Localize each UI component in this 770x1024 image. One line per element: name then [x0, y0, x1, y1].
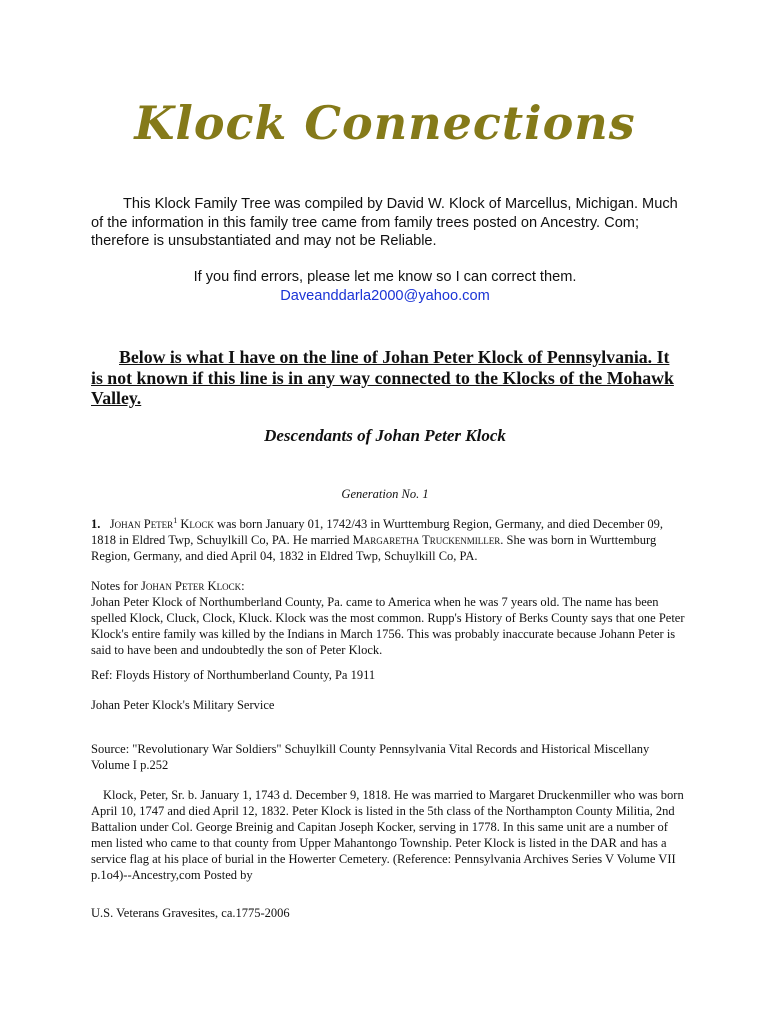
descendants-title: Descendants of Johan Peter Klock — [264, 426, 506, 445]
entry-text-b: . She was born in Wurttemburg Region, Germany, and died April 04, 1832 in Eldred Twp, Schuylkill Co, PA. — [91, 533, 657, 563]
reference-line: Ref: Floyds History of Northumberland County, Pa 1911 — [91, 668, 376, 682]
intro-paragraph — [91, 195, 683, 251]
entry-number: 1. — [91, 517, 101, 531]
lineage-heading — [91, 347, 681, 409]
contact-email-link[interactable]: Daveanddarla2000@yahoo.com — [280, 287, 490, 304]
entry-name-last: Klock — [180, 517, 214, 531]
service-record-paragraph: Klock, Peter, Sr. b. January 1, 1743 d. December 9, 1818. He was married to Margaret Druckenmiller who was born April 10, 1747 and died April 12, 1832. Peter Klock is listed in the 5th class of the Northampton County Militia, 2nd Battalion under Col. George Breinig and Capitan Joseph Kocker, serving in 1778. In this same unit are a number of men listed who came to that county from Upper Mahantongo Township. Peter Klock is listed in the DAR and has a service flag at his place of burial in the Howerter Cemetery. (Reference: Pennsylvania Archives Series V Volume VII p.1o4)--Ancestry,com Posted by — [91, 788, 684, 882]
errors-note-block — [0, 268, 770, 305]
entry-name-first: Johan Peter — [109, 517, 174, 531]
source-line: Source: "Revolutionary War Soldiers" Schuylkill County Pennsylvania Vital Records and Historical Miscellany Volume I p.252 — [91, 742, 650, 772]
gravesites-line: U.S. Veterans Gravesites, ca.1775-2006 — [91, 906, 290, 920]
notes-name: Johan Peter Klock — [141, 579, 242, 593]
page-title: Klock Connections — [134, 96, 636, 150]
military-service-line: Johan Peter Klock's Military Service — [91, 698, 275, 712]
entry-superscript: 1 — [173, 515, 178, 525]
entry-text-a: was born January 01, 1742/43 in Wurttemburg Region, Germany, and died December 09, 1818 in Eldred Twp, Schuylkill Co, PA. He married — [91, 517, 664, 547]
generation-label: Generation No. 1 — [341, 487, 429, 501]
notes-block — [91, 578, 686, 658]
errors-note: If you find errors, please let me know so I can correct them. — [193, 269, 577, 285]
lineage-heading-text: Below is what I have on the line of Johan Peter Klock of Pennsylvania. It is not known if this line is in any way connected to the Klocks of the Mohawk Valley. — [91, 347, 674, 408]
notes-text: Johan Peter Klock of Northumberland County, Pa. came to America when he was 7 years old. The name has been spelled Klock, Cluck, Clock, Kluck. Klock was the most common. Rupp's History of Berks County says that one Peter Klock's entire family was killed by the Indians in March 1756. This was probably inaccurate because Johann Peter is said to have been and undoubtedly the son of Peter Klock. — [91, 595, 685, 657]
intro-text: This Klock Family Tree was compiled by David W. Klock of Marcellus, Michigan. Much of the information in this family tree came from family trees posted on Ancestry. Com; therefore is unsubstantiated and may not be Reliable. — [91, 196, 678, 250]
entry-1 — [91, 516, 686, 564]
entry-spouse: Margaretha Truckenmiller — [352, 533, 501, 547]
notes-label: Notes for — [91, 579, 138, 593]
notes-colon: : — [241, 579, 245, 593]
